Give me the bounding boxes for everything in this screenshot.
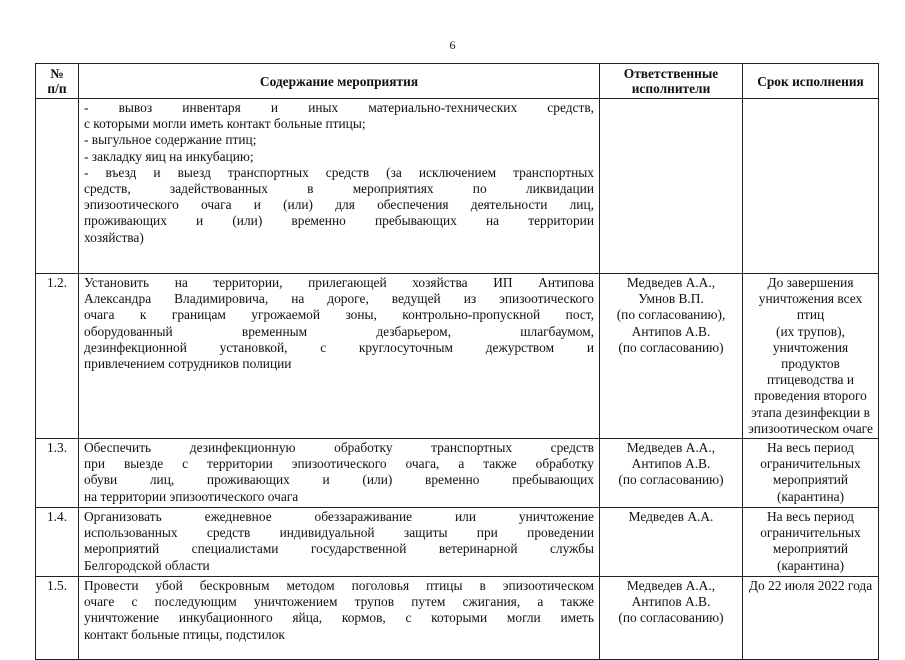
responsible-line: (по согласованию)	[618, 610, 724, 626]
term-line: До 22 июля 2022 года	[748, 578, 873, 594]
content-line: на территории эпизоотического очага	[84, 488, 299, 504]
header-num-line: №	[50, 66, 64, 81]
responsible-line: Медведев А.А.	[628, 509, 714, 525]
cell-responsible	[600, 577, 743, 660]
term-line: птицеводства и	[766, 372, 855, 388]
cell-responsible	[600, 439, 743, 508]
cell-content	[79, 439, 600, 508]
header-num	[36, 64, 79, 99]
cell-num: 1.3.	[36, 439, 79, 508]
cell-responsible	[600, 508, 743, 577]
content-line: оборудованный временным дезбарьером, шлагбаумом,	[84, 323, 594, 339]
responsible-line: (по согласованию)	[618, 339, 724, 355]
responsible-line: Антипов А.В.	[631, 323, 711, 339]
responsible-line: Антипов А.В.	[631, 456, 711, 472]
table-header-row	[36, 64, 879, 99]
cell-num	[36, 99, 79, 274]
term-line: ограничительных	[760, 456, 861, 472]
content-line: Установить на территории, прилегающей хозяйства ИП Антипова	[84, 275, 594, 290]
table-row	[36, 577, 879, 660]
table-row	[36, 99, 879, 274]
term-line: На весь период	[767, 440, 854, 456]
responsible-line: (по согласованию),	[616, 307, 726, 323]
term-line: (их трупов),	[776, 323, 845, 339]
content-line: Организовать ежедневное обеззараживание или уничтожение	[84, 509, 594, 525]
content-line: с которыми могли иметь контакт больные птицы;	[84, 116, 366, 132]
content-line: при выезде с территории эпизоотического очага, а также обработку	[84, 456, 594, 472]
term-line: эпизоотическом очаге	[748, 420, 873, 436]
cell-term	[743, 99, 879, 274]
header-responsible-line: Ответственные	[623, 66, 719, 81]
cell-content	[79, 508, 600, 577]
content-line: Обеспечить дезинфекционную обработку транспортных средств	[84, 440, 594, 456]
term-line: До завершения	[767, 275, 854, 290]
cell-content	[79, 274, 600, 439]
term-line: (карантина)	[776, 488, 845, 504]
responsible-line: (по согласованию)	[618, 472, 724, 488]
content-line: очаге с последующим уничтожением трупов путем сжигания, а также	[84, 594, 594, 610]
term-line: уничтожения всех птиц	[758, 291, 863, 323]
header-responsible	[600, 64, 743, 99]
term-line: мероприятий	[772, 541, 849, 557]
cell-num: 1.5.	[36, 577, 79, 660]
cell-num: 1.4.	[36, 508, 79, 577]
content-line: привлечением сотрудников полиции	[84, 356, 292, 372]
content-line: мероприятий специалистами государственной ветеринарной службы	[84, 541, 594, 557]
header-term: Срок исполнения	[743, 64, 879, 99]
content-line: - закладку яиц на инкубацию;	[84, 148, 254, 164]
content-line: Провести убой бескровным методом поголовья птицы в эпизоотическом	[84, 578, 594, 594]
cell-content	[79, 577, 600, 660]
content-line: проживающих и (или) временно пребывающих на территории	[84, 213, 594, 229]
table-row	[36, 274, 879, 439]
content-line: хозяйства)	[84, 229, 144, 245]
content-line: использованных средств индивидуальной защиты при проведении	[84, 525, 594, 541]
responsible-line: Антипов А.В.	[631, 594, 711, 610]
term-line: (карантина)	[776, 557, 845, 573]
cell-term	[743, 577, 879, 660]
content-line: - вывоз инвентаря и иных материально-технических средств,	[84, 100, 594, 115]
responsible-line: Медведев А.А.,	[626, 275, 716, 290]
term-line: проведения второго	[754, 388, 867, 404]
measures-table	[35, 63, 879, 660]
term-line: мероприятий	[772, 472, 849, 488]
responsible-line: Умнов В.П.	[638, 291, 704, 307]
content-line: уничтожение инкубационного яйца, кормов, с которыми могли иметь	[84, 610, 594, 626]
content-line: контакт больные птицы, подстилок	[84, 626, 285, 642]
content-line: Александра Владимировича, на дороге, ведущей из эпизоотического	[84, 291, 594, 307]
cell-content	[79, 99, 600, 274]
term-line: уничтожения продуктов	[772, 339, 849, 372]
content-line: обуви лиц, проживающих и (или) временно пребывающих	[84, 472, 594, 488]
cell-responsible	[600, 99, 743, 274]
header-responsible-line: исполнители	[631, 81, 711, 96]
cell-num: 1.2.	[36, 274, 79, 439]
cell-responsible	[600, 274, 743, 439]
cell-term	[743, 439, 879, 508]
responsible-line: Медведев А.А.,	[626, 578, 716, 594]
content-line: средств, задействованных в мероприятиях по ликвидации	[84, 181, 594, 197]
term-line: этапа дезинфекции в	[751, 404, 870, 420]
cell-term	[743, 508, 879, 577]
content-line: - въезд и выезд транспортных средств (за исключением транспортных	[84, 164, 594, 180]
content-line: очага к границам угрожаемой зоны, контрольно-пропускной пост,	[84, 307, 594, 323]
content-line: дезинфекционной установкой, с круглосуточным дежурством и	[84, 339, 594, 355]
term-line: На весь период	[767, 509, 854, 525]
content-line: - выгульное содержание птиц;	[84, 132, 257, 148]
responsible-line: Медведев А.А.,	[626, 440, 716, 456]
content-line: Белгородской области	[84, 557, 210, 573]
page-number: 6	[449, 38, 456, 52]
cell-term	[743, 274, 879, 439]
header-num-line: п/п	[47, 81, 67, 96]
content-line: эпизоотического очага и (или) для обеспечения деятельности лиц,	[84, 197, 594, 213]
term-line: ограничительных	[760, 525, 861, 541]
table-row	[36, 508, 879, 577]
header-content: Содержание мероприятия	[79, 64, 600, 99]
table-row	[36, 439, 879, 508]
